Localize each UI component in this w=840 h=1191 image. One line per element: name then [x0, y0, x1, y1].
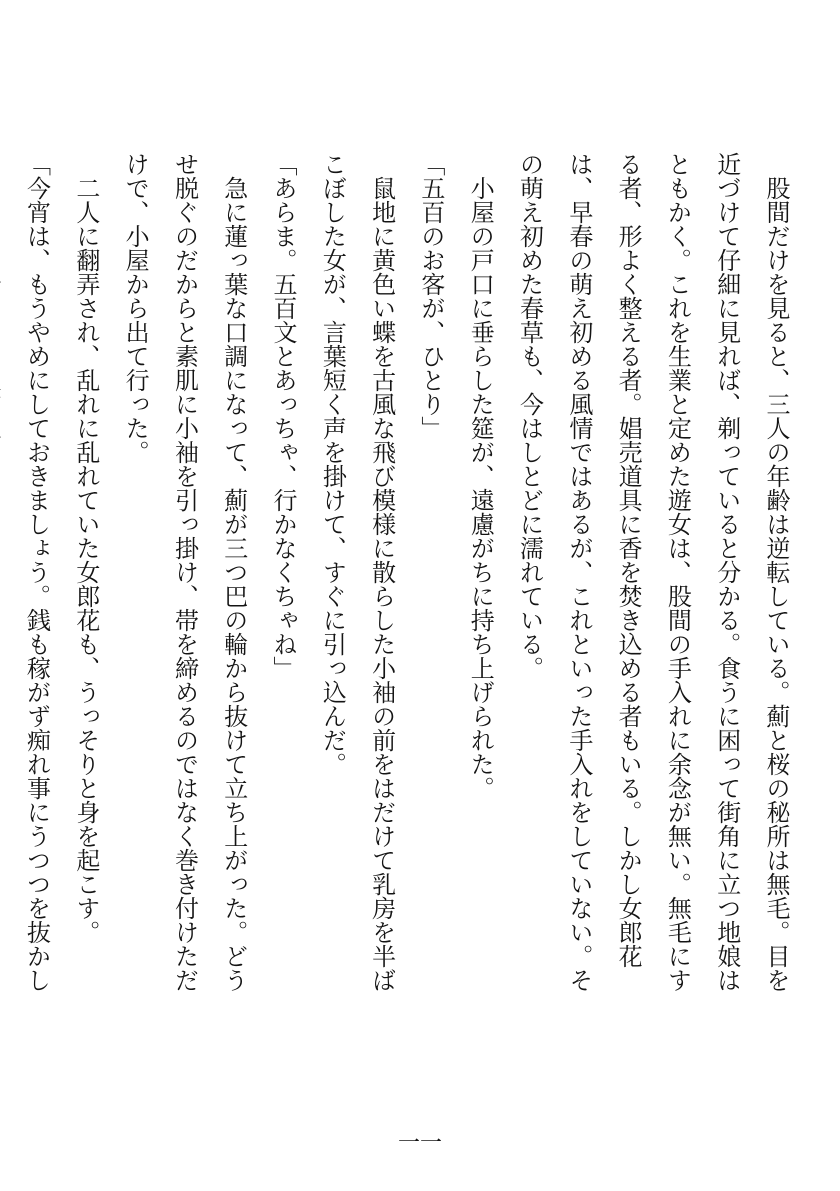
paragraph: 鼠地に黄色い蝶を古風な飛び模様に散らした小袖の前をはだけて乳房を半ばこぼした女が、言葉短く声を掛けて、すぐに引っ込んだ。 [318, 152, 396, 992]
dialogue-line: 「五百のお客が、ひとり」 [416, 152, 445, 440]
paragraph: 急に蓮っ葉な口調になって、薊が三つ巴の輪から抜けて立ち上がった。どうせ脱ぐのだからと素肌に小袖を引っ掛け、帯を締めるのではなく巻き付けただけで、小屋から出て行った。 [121, 152, 248, 992]
novel-text-body [20, 152, 800, 1012]
paragraph: 二人に翻弄され、乱れに乱れていた女郎花も、うっそりと身を起こす。 [71, 152, 100, 944]
page-number: 一一 [397, 1131, 442, 1156]
dialogue-line: 「今宵は、もうやめにしておきましょう。銭も稼がず痴れ事にうつつを抜かし [22, 152, 51, 992]
paragraph: 股間だけを見ると、三人の年齢は逆転している。薊と桜の秘所は無毛。目を近づけて仔細に見れば、剃っていると分かる。食うに困って街角に立つ地娘はともかく。これを生業と定めた遊女は、股間の手入れに余念が無い。無毛にする者、形よく整える者。娼売道具に香を焚き込める者もいる。しかし女郎花は、早春の萌え初める風情ではあるが、これといった手入れをしていない。その萌え初めた春草も、今はしとどに濡れている。 [515, 152, 790, 992]
paragraph: 小屋の戸口に垂らした筵が、遠慮がちに持ち上げられた。 [466, 152, 495, 800]
dialogue-line: 「あらま。五百文とあっちゃ、行かなくちゃね」 [269, 152, 298, 680]
